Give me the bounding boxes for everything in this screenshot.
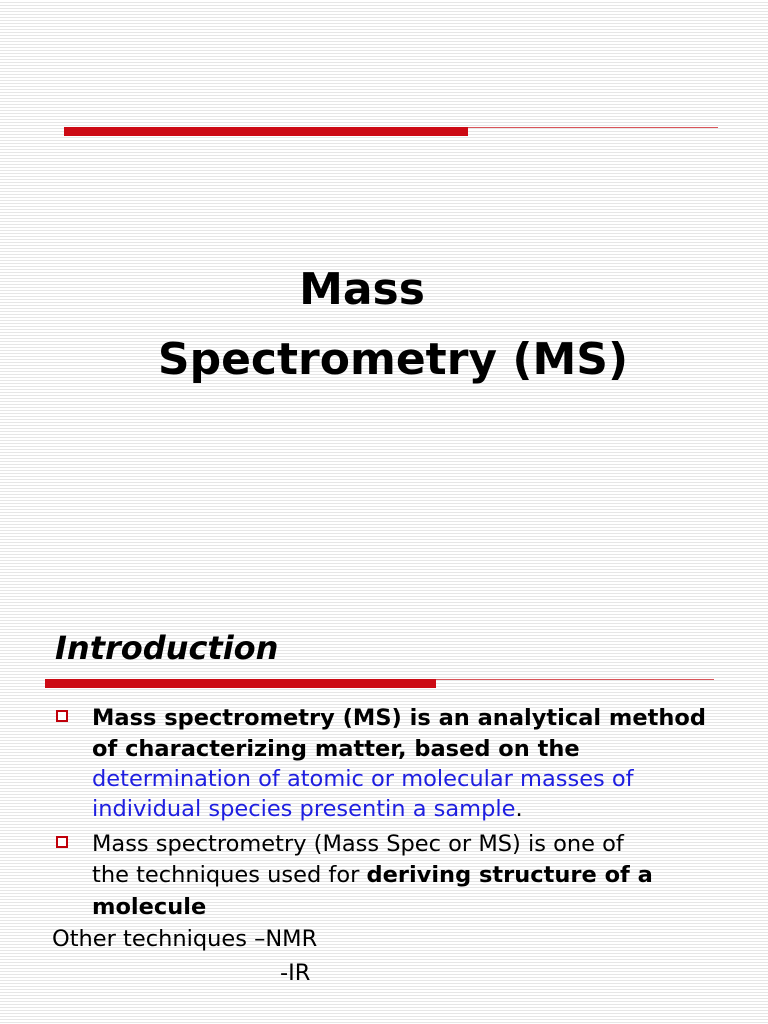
heading-rule-thin xyxy=(436,679,714,680)
bullet-2-line-2 xyxy=(92,864,653,887)
heading-rule-thick xyxy=(45,679,436,688)
bullet-2-line-3 xyxy=(92,896,206,919)
other-techniques-line-1: Other techniques –NMR xyxy=(52,926,318,952)
section-heading: Introduction xyxy=(55,629,279,667)
bullet-2-line-1 xyxy=(92,833,624,856)
text-run: molecule xyxy=(92,894,207,920)
text-run: Mass spectrometry (MS) is an analytical method xyxy=(92,705,706,731)
text-run: . xyxy=(515,796,523,822)
top-rule-thin xyxy=(468,127,718,128)
hollow-square-bullet-icon xyxy=(56,710,68,722)
highlight-text: individual species presentin a sample xyxy=(92,796,516,822)
text-run: Mass spectrometry (Mass Spec or MS) is one of xyxy=(92,831,624,857)
slide-title-line-2: Spectrometry (MS) xyxy=(157,334,629,385)
bold-text: deriving structure of a xyxy=(366,862,653,888)
other-techniques-line-2: -IR xyxy=(280,960,311,986)
slide-title-line-1: Mass xyxy=(299,264,425,315)
hollow-square-bullet-icon xyxy=(56,836,68,848)
text-run: of characterizing matter, based on the xyxy=(92,736,580,762)
bullet-1-line-4 xyxy=(92,798,523,821)
highlight-text: determination of atomic or molecular masses of xyxy=(92,766,634,792)
bullet-1-line-2 xyxy=(92,738,580,761)
top-rule-thick xyxy=(64,127,468,136)
bullet-1-line-3 xyxy=(92,768,634,791)
text-run: the techniques used for xyxy=(92,862,367,888)
bullet-1-line-1 xyxy=(92,707,706,730)
